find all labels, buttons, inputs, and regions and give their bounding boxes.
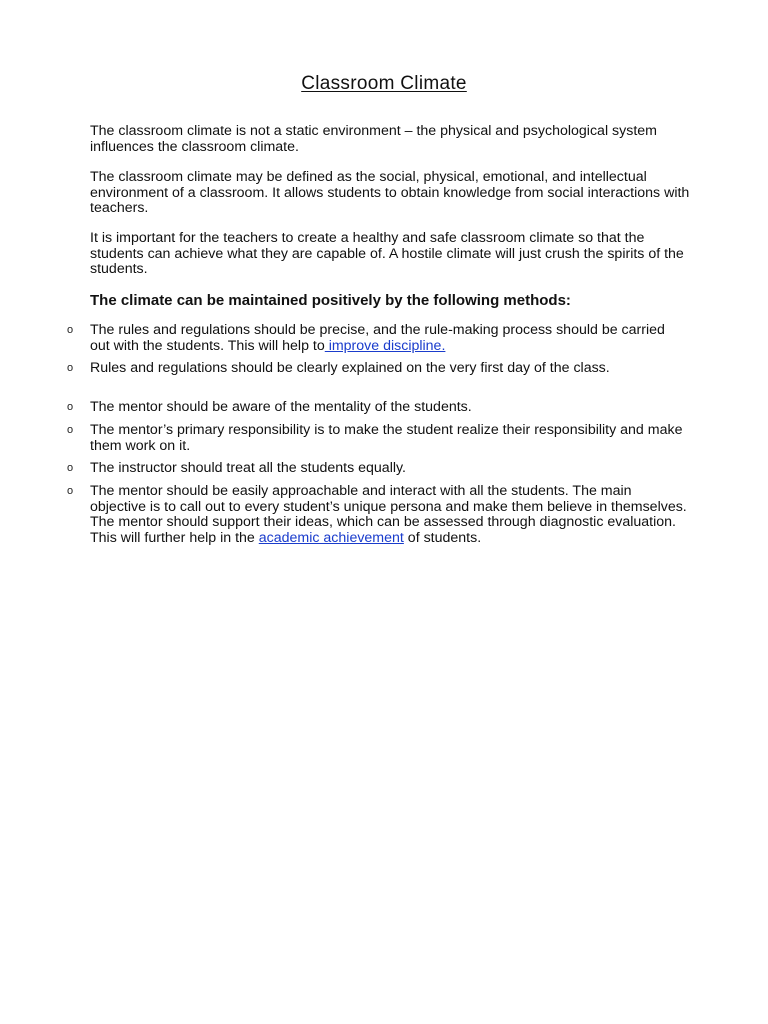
list-item-text-before: The rules and regulations should be precise, and the rule-making process should be carried out with the students. This will help to xyxy=(90,322,665,354)
list-item-text: The mentor should be aware of the mentality of the students. xyxy=(90,399,472,415)
improve-discipline-link[interactable]: improve discipline. xyxy=(324,337,446,354)
academic-achievement-link[interactable]: academic achievement xyxy=(258,529,404,546)
bullet-circle-icon: o xyxy=(67,424,74,436)
list-item-text xyxy=(90,323,688,354)
bullet-circle-icon: o xyxy=(67,324,74,336)
document-title: Classroom Climate xyxy=(301,73,467,94)
intro-paragraph-2: The classroom climate may be defined as the social, physical, emotional, and intellectual environment of a classroom. It allows students to obtain knowledge from social interactions with teachers. xyxy=(90,169,690,216)
bullet-circle-icon: o xyxy=(67,401,74,413)
methods-heading: The climate can be maintained positively by the following methods: xyxy=(90,292,571,309)
list-item-text: The instructor should treat all the students equally. xyxy=(90,460,406,476)
bullet-circle-icon: o xyxy=(67,485,74,497)
list-item-text-before: The mentor should be easily approachable and interact with all the students. The main objective is to call out to every student’s unique persona and make them believe in themselves. The mentor should support their ideas, which can be assessed through diagnostic evaluation. This will further help in the xyxy=(90,483,687,546)
list-item-text-after: of students. xyxy=(403,529,482,546)
bullet-circle-icon: o xyxy=(67,462,74,474)
intro-paragraph-1: The classroom climate is not a static environment – the physical and psychological system influences the classroom climate. xyxy=(90,123,657,155)
list-item-text xyxy=(90,484,688,546)
bullet-circle-icon: o xyxy=(67,362,74,374)
list-item-text: Rules and regulations should be clearly explained on the very first day of the class. xyxy=(90,360,610,376)
intro-paragraph-3: It is important for the teachers to create a healthy and safe classroom climate so that the students can achieve what they are capable of. A hostile climate will just crush the spirits of the students. xyxy=(90,230,684,277)
list-item-text: The mentor’s primary responsibility is to make the student realize their responsibility and make them work on it. xyxy=(90,422,683,454)
